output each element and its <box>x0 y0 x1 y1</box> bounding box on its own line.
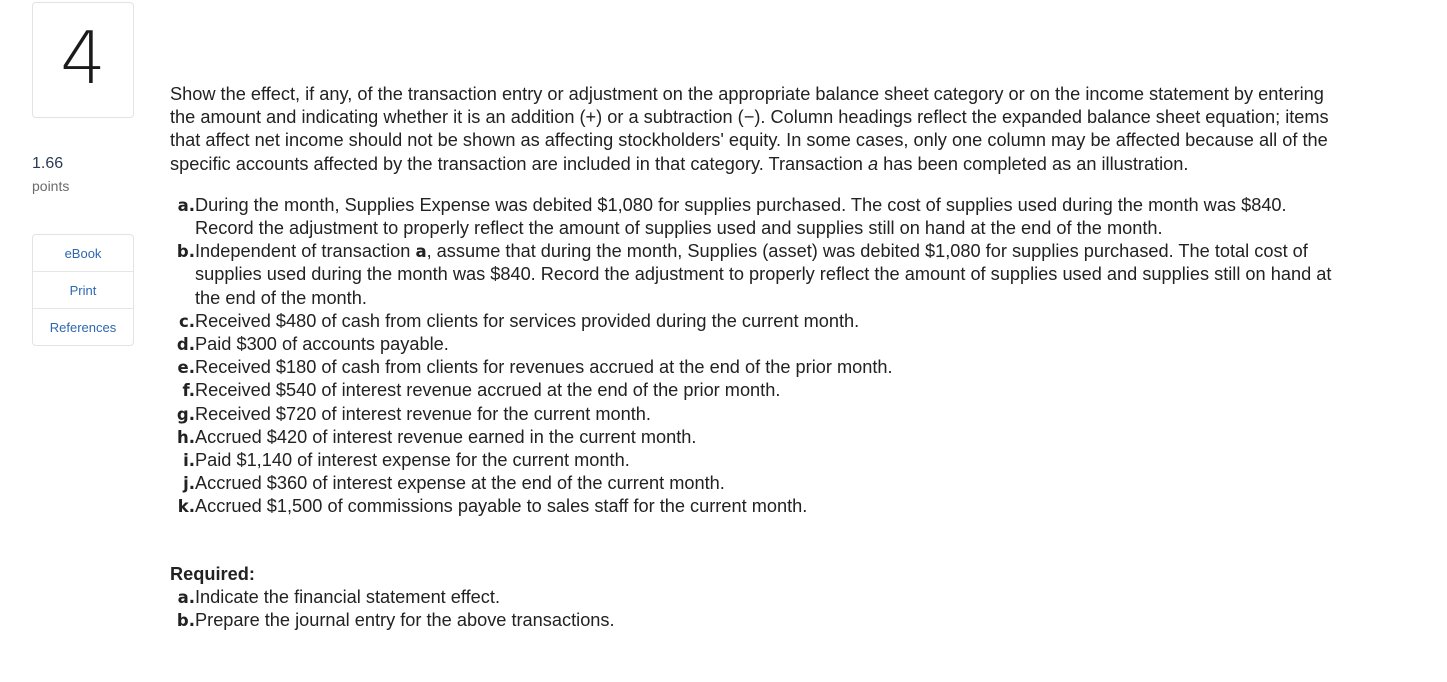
transaction-item-j <box>170 472 1345 495</box>
question-instructions <box>170 83 1345 176</box>
question-number-box <box>32 2 134 118</box>
instructions-text-end: has been completed as an illustration. <box>878 153 1189 174</box>
transaction-item-c <box>170 310 1345 333</box>
transaction-text: Received $720 of interest revenue for the current month. <box>195 403 651 424</box>
transaction-item-b <box>170 240 1345 310</box>
transaction-label: c. <box>178 311 195 331</box>
required-list <box>170 586 1345 632</box>
transaction-text-start: Independent of transaction <box>195 241 416 262</box>
instructions-italic-letter: a <box>867 153 879 174</box>
instructions-text: Show the effect, if any, of the transaction entry or adjustment on the appropriate balance sheet category or on the income statement by entering the amount and indicating whether it is an addition (+) or a subtraction (−). Column headings reflect the expanded balance sheet equation; items that affect net income should not be shown as affecting stockholders' equity. In some cases, only one column may be affected because all of the specific accounts affected by the transaction are included in that category. Transaction <box>170 84 1329 174</box>
ebook-link[interactable]: eBook <box>33 235 133 272</box>
resource-links-panel <box>32 234 134 346</box>
required-text: Indicate the financial statement effect. <box>195 586 500 607</box>
required-label: b. <box>176 611 195 631</box>
question-content <box>170 83 1345 632</box>
print-link[interactable]: Print <box>33 272 133 309</box>
transaction-label: j. <box>183 474 195 494</box>
transaction-text: Accrued $1,500 of commissions payable to sales staff for the current month. <box>195 496 808 517</box>
transaction-text <box>195 240 1345 310</box>
transaction-text: Paid $1,140 of interest expense for the current month. <box>195 450 630 471</box>
references-link[interactable]: References <box>49 319 117 335</box>
transaction-label: f. <box>182 381 195 401</box>
transaction-item-h <box>170 426 1345 449</box>
transaction-label: b. <box>176 242 195 262</box>
required-text: Prepare the journal entry for the above transactions. <box>195 610 615 631</box>
transaction-text: During the month, Supplies Expense was debited $1,080 for supplies purchased. The cost of supplies used during the month was $840. Record the adjustment to properly reflect the amount of supplies used and supplies still on hand at the end of the month. <box>195 194 1287 239</box>
transaction-list <box>170 194 1345 519</box>
transaction-label: i. <box>183 451 195 471</box>
transaction-item-k <box>170 495 1345 518</box>
transaction-label: a. <box>177 195 195 215</box>
transaction-label: d. <box>176 335 195 355</box>
transaction-text-end: , assume that during the month, Supplies (asset) was debited $1,080 for supplies purchased. The total cost of supplies used during the month was $840. Record the adjustment to properly reflect the amount of supplies used and supplies still on hand at the end of the month. <box>195 241 1332 308</box>
transaction-item-d <box>170 333 1345 356</box>
transaction-text: Accrued $360 of interest expense at the end of the current month. <box>195 473 725 494</box>
required-item-b <box>170 609 1345 632</box>
transaction-item-g <box>170 403 1345 426</box>
transaction-bold-letter: a <box>415 242 427 262</box>
transaction-label: g. <box>176 404 195 424</box>
transaction-label: e. <box>177 358 195 378</box>
transaction-text: Received $540 of interest revenue accrued at the end of the prior month. <box>195 380 781 401</box>
required-section <box>170 563 1345 633</box>
transaction-item-e <box>170 356 1345 379</box>
required-label: a. <box>177 587 195 607</box>
transaction-text: Paid $300 of accounts payable. <box>195 334 449 355</box>
transaction-text: Accrued $420 of interest revenue earned in the current month. <box>195 426 697 447</box>
required-heading: Required: <box>170 563 255 584</box>
transaction-text: Received $180 of cash from clients for revenues accrued at the end of the prior month. <box>195 357 893 378</box>
question-number: 4 <box>60 16 106 100</box>
transaction-label: h. <box>176 427 195 447</box>
transaction-item-a <box>170 194 1345 240</box>
transaction-item-f <box>170 379 1345 402</box>
transaction-item-i <box>170 449 1345 472</box>
points-value: 1.66 <box>32 155 64 172</box>
transaction-label: k. <box>177 497 195 517</box>
points-label: points <box>32 178 70 194</box>
required-item-a <box>170 586 1345 609</box>
transaction-text: Received $480 of cash from clients for services provided during the current month. <box>195 310 860 331</box>
